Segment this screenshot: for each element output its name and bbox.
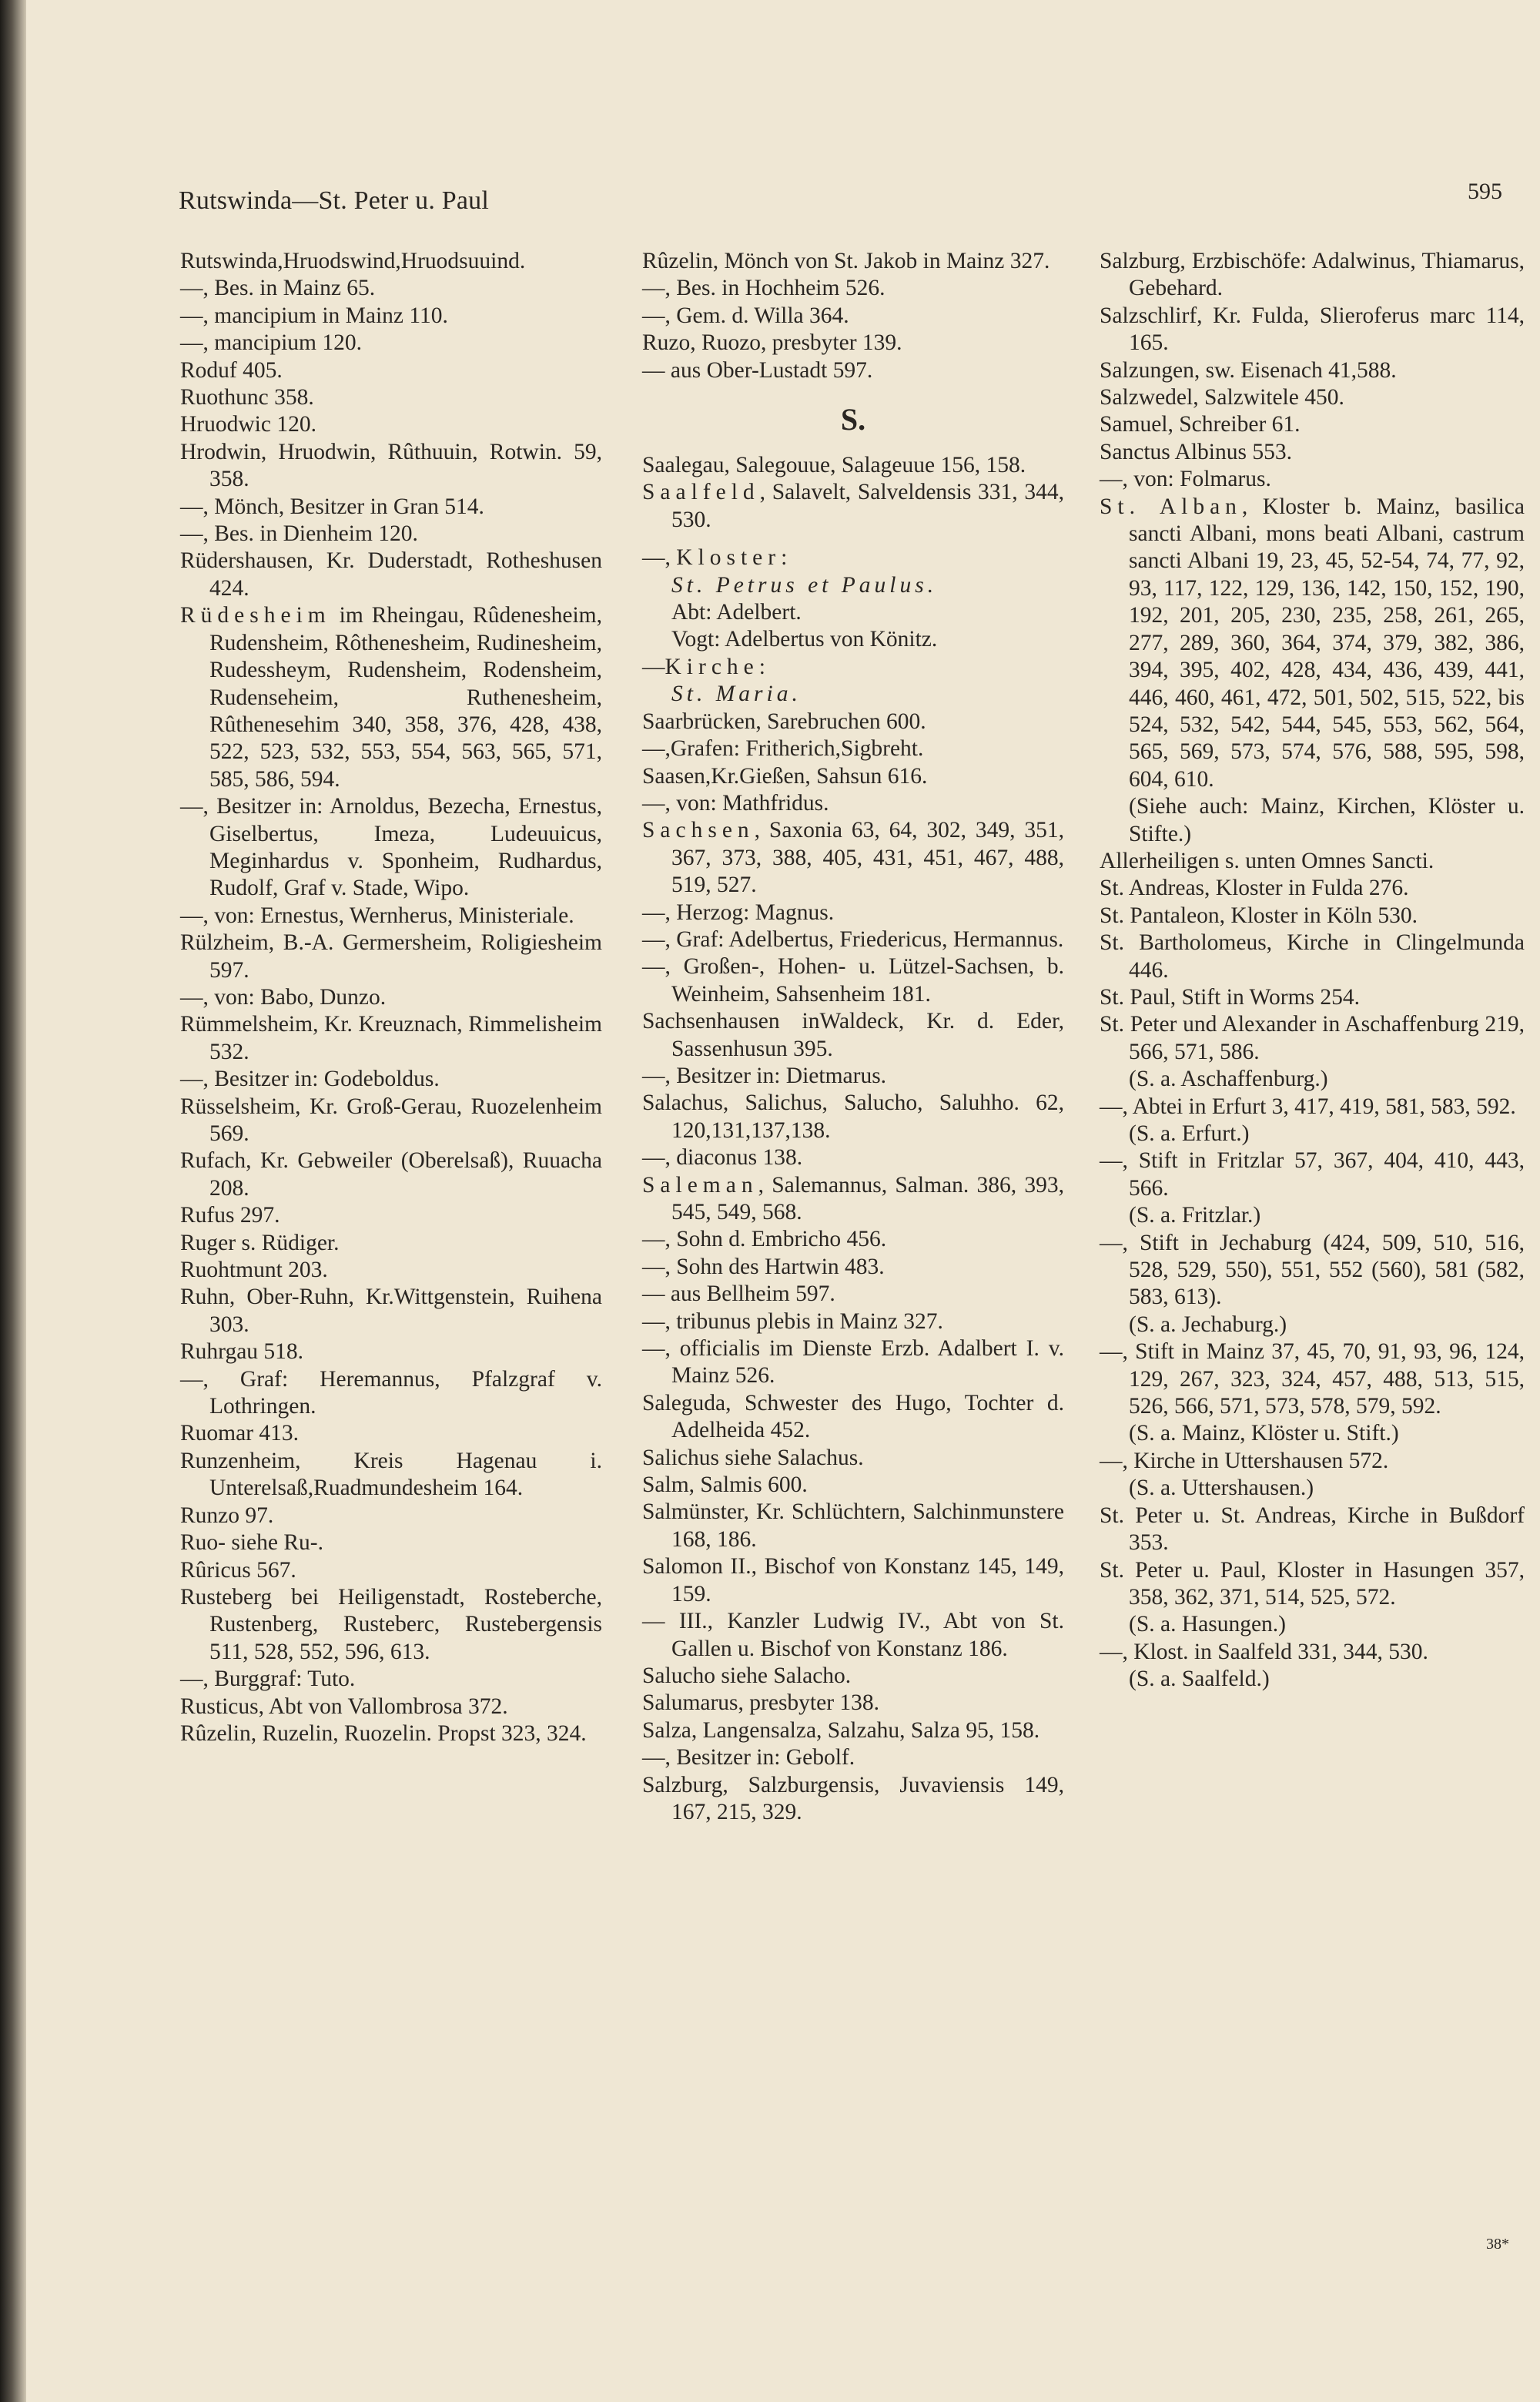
index-entry: Salucho siehe Salacho. [642, 1663, 852, 1688]
index-entry-text: , Kloster b. Mainz, basilica sancti Albani, mons beati Albani, castrum sancti Albani 19, 23, 45, 52-54, 74, 77, 92, 93, 117, 122, 129, 136, 142, 150, 152, 190, 192, 201, 205, 230, 235, 258, 261, 265, 277, 289, 360, 364, 374, 379, 382, 386, 394, 395, 402, 428, 434, 436, 439, 441, 446, 460, 461, 472, 501, 502, 515, 522, bis 524, 532, 542, 544, 545, 553, 562, 564, 565, 569, 573, 574, 576, 588, 595, 598, 604, 610. [1129, 494, 1525, 792]
index-entry: St. Peter und Alexander in Aschaffenburg 219, 566, 571, 586. [1100, 1012, 1525, 1064]
index-entry: —, von: Mathfridus. [642, 790, 829, 816]
index-entry: —, Graf: Heremannus, Pfalzgraf v. Lothringen. [180, 1366, 602, 1419]
index-column-2 [642, 248, 1064, 1826]
index-entry-text: , Salavelt, Salveldensis 331, 344, 530. [671, 480, 1064, 532]
index-entry [642, 572, 1064, 599]
index-entry [642, 544, 1064, 571]
page-number: 595 [1468, 179, 1502, 204]
index-entry: — aus Bellheim 597. [642, 1281, 835, 1307]
index-entry: Hruodwic 120. [180, 412, 316, 437]
index-entry: Allerheiligen s. unten Omnes Sancti. [1100, 848, 1435, 873]
index-entry: — III., Kanzler Ludwig IV., Abt von St. Gallen u. Bischof von Konstanz 186. [642, 1609, 1064, 1661]
index-entry: Rûzelin, Mönch von St. Jakob in Mainz 327. [642, 249, 1050, 273]
index-entry: Salza, Langensalza, Salzahu, Salza 95, 158. [642, 1717, 1040, 1743]
index-entry: Hrodwin, Hruodwin, Rûthuuin, Rotwin. 59, 358. [180, 439, 602, 492]
index-entry [1100, 494, 1525, 793]
dash-prefix: —, [642, 545, 677, 571]
index-entry: —, Bes. in Mainz 65. [180, 276, 376, 301]
index-entry: (S. a. Jechaburg.) [1129, 1312, 1287, 1337]
index-entry: —, Stift in Jechaburg (424, 509, 510, 516, 528, 529, 550), 551, 552 (560), 581 (582, 583, 613). [1100, 1230, 1525, 1310]
index-entry: —, mancipium 120. [180, 330, 362, 356]
index-entry: Ruzo, Ruozo, presbyter 139. [642, 330, 902, 356]
index-entry: —, mancipium in Mainz 110. [180, 303, 448, 328]
index-entry: —, Graf: Adelbertus, Friedericus, Hermannus. [642, 926, 1064, 952]
index-entry: —, Abtei in Erfurt 3, 417, 419, 581, 583, 592. [1100, 1094, 1516, 1119]
index-entry: St. Bartholomeus, Kirche in Clingelmunda 446. [1100, 930, 1525, 983]
index-entry: Rülzheim, B.-A. Germersheim, Roligiesheim 597. [180, 930, 602, 983]
index-entry: —,Grafen: Fritherich,Sigbreht. [642, 736, 924, 762]
index-entry: —, von: Ernestus, Wernherus, Ministeriale. [180, 903, 574, 928]
index-entry: —, Kirche in Uttershausen 572. [1100, 1448, 1389, 1473]
index-entry: Rufach, Kr. Gebweiler (Oberelsaß), Ruuacha 208. [180, 1148, 602, 1201]
index-entry [642, 479, 1064, 534]
index-entry: (S. a. Fritzlar.) [1129, 1203, 1261, 1228]
index-entry: Ruomar 413. [180, 1421, 300, 1446]
page-spine-shadow [0, 0, 26, 2402]
index-entry: Salzschlirf, Kr. Fulda, Slieroferus marc 114, 165. [1100, 303, 1525, 356]
index-entry-text: , Salemannus, Salman. 386, 393, 545, 549, 568. [671, 1172, 1064, 1224]
index-entry: St. Paul, Stift in Worms 254. [1100, 984, 1361, 1010]
index-entry: Sanctus Albinus 553. [1100, 439, 1292, 464]
spaced-headword: Sachsen [642, 818, 755, 843]
index-entry: Salumarus, presbyter 138. [642, 1690, 880, 1716]
index-entry: Salm, Salmis 600. [642, 1472, 808, 1498]
index-entry [642, 1172, 1064, 1227]
index-entry [642, 817, 1064, 899]
running-head: Rutswinda—St. Peter u. Paul [179, 186, 490, 215]
index-entry: —, Besitzer in: Godeboldus. [180, 1067, 440, 1092]
index-entry: Rûricus 567. [180, 1557, 296, 1583]
index-entry: —, Sohn des Hartwin 483. [642, 1254, 885, 1279]
index-entry: Ruger s. Rüdiger. [180, 1230, 340, 1255]
index-entry: Rûzelin, Ruzelin, Ruozelin. Propst 323, 324. [180, 1720, 587, 1746]
index-entry: Vogt: Adelbertus von Könitz. [671, 627, 938, 652]
index-entry: —, Bes. in Dienheim 120. [180, 521, 418, 547]
spaced-subheading: Kloster: [676, 545, 793, 571]
index-column-1 [180, 248, 602, 1747]
index-entry: Salzburg, Erzbischöfe: Adalwinus, Thiamarus, Gebehard. [1100, 249, 1525, 301]
index-entry [180, 602, 602, 793]
index-entry: —, diaconus 138. [642, 1145, 803, 1171]
index-entry: —, tribunus plebis in Mainz 327. [642, 1308, 943, 1334]
spaced-headword: Saalfeld [642, 480, 760, 505]
index-entry-text: im Rheingau, Rûdenesheim, Rudensheim, Rôthenesheim, Rudinesheim, Rudessheym, Rudensheim, Rodensheim, Rudenseheim, Ruthenesheim, Rûthenesehim 340, 358, 376, 428, 438, 522, 523, 532, 553, 554, 563, 565, 571, 585, 586, 594. [209, 603, 602, 792]
index-entry: Salomon II., Bischof von Konstanz 145, 149, 159. [642, 1554, 1064, 1606]
index-entry: (S. a. Saalfeld.) [1129, 1667, 1270, 1692]
dash-prefix: — [642, 654, 665, 679]
italic-dedication: St. Petrus et Paulus. [671, 572, 938, 598]
index-entry-text: , Saxonia 63, 64, 302, 349, 351, 367, 373, 388, 405, 431, 451, 467, 488, 519, 527. [671, 818, 1064, 898]
index-entry: —, Herzog: Magnus. [642, 899, 835, 925]
index-entry: Rufus 297. [180, 1203, 280, 1228]
index-entry: —, von: Folmarus. [1100, 467, 1271, 492]
index-entry: (S. a. Mainz, Klöster u. Stift.) [1129, 1421, 1399, 1446]
spaced-headword: Rüdesheim [180, 603, 331, 628]
index-entry: —, Stift in Fritzlar 57, 367, 404, 410, 443, 566. [1100, 1148, 1525, 1201]
index-entry: (S. a. Hasungen.) [1129, 1612, 1286, 1637]
spacer [642, 534, 1064, 544]
spaced-headword: Saleman [642, 1172, 758, 1198]
index-entry: Ruohtmunt 203. [180, 1258, 328, 1283]
index-entry: Ruo- siehe Ru-. [180, 1530, 323, 1556]
index-entry: —, von: Babo, Dunzo. [180, 984, 387, 1010]
index-entry: —, Mönch, Besitzer in Gran 514. [180, 494, 484, 519]
index-entry: Rusteberg bei Heiligenstadt, Rosteberche, Rustenberg, Rusteberc, Rustebergensis 511, 528, 552, 596, 613. [180, 1584, 602, 1664]
index-entry: Runzo 97. [180, 1503, 274, 1528]
section-letter-heading: S. [840, 402, 866, 437]
index-entry: (S. a. Erfurt.) [1129, 1121, 1250, 1146]
index-entry: Salachus, Salichus, Salucho, Saluhho. 62, 120,131,137,138. [642, 1090, 1064, 1143]
index-entry: Ruhn, Ober-Ruhn, Kr.Wittgenstein, Ruihena 303. [180, 1285, 602, 1337]
index-entry: Rüdershausen, Kr. Duderstadt, Rotheshusen 424. [180, 548, 602, 601]
index-entry [642, 681, 1064, 708]
index-entry: Salmünster, Kr. Schlüchtern, Salchinmunstere 168, 186. [642, 1499, 1064, 1552]
signature-mark: 38* [1486, 2236, 1509, 2253]
index-entry: —, Besitzer in: Dietmarus. [642, 1063, 887, 1088]
index-entry: Ruothunc 358. [180, 385, 314, 410]
index-entry: Saarbrücken, Sarebruchen 600. [642, 709, 926, 734]
index-entry: St. Peter u. Paul, Kloster in Hasungen 357, 358, 362, 371, 514, 525, 572. [1100, 1557, 1525, 1610]
index-entry: St. Peter u. St. Andreas, Kirche in Bußdorf 353. [1100, 1503, 1525, 1556]
index-entry: —, Burggraf: Tuto. [180, 1667, 356, 1692]
index-entry: (Siehe auch: Mainz, Kirchen, Klöster u. Stifte.) [1129, 794, 1525, 846]
index-entry: Salichus siehe Salachus. [642, 1445, 864, 1470]
index-entry: Roduf 405. [180, 357, 283, 383]
index-entry [642, 654, 1064, 681]
index-entry: Samuel, Schreiber 61. [1100, 412, 1301, 437]
index-entry: Abt: Adelbert. [671, 600, 802, 625]
index-entry: —, Sohn d. Embricho 456. [642, 1227, 887, 1252]
index-entry: —, Klost. in Saalfeld 331, 344, 530. [1100, 1639, 1428, 1664]
index-entry: Salzungen, sw. Eisenach 41,588. [1100, 357, 1397, 383]
index-entry: — aus Ober-Lustadt 597. [642, 357, 873, 383]
index-entry: Rusticus, Abt von Vallombrosa 372. [180, 1693, 508, 1719]
index-entry: Rümmelsheim, Kr. Kreuznach, Rimmelisheim 532. [180, 1012, 602, 1064]
index-entry: Runzenheim, Kreis Hagenau i. Unterelsaß,Ruadmundesheim 164. [180, 1448, 602, 1501]
index-entry: —, Besitzer in: Arnoldus, Bezecha, Ernestus, Giselbertus, Imeza, Ludeuuicus, Meginhardus v. Sponheim, Rudhardus, Rudolf, Graf v. Stade, Wipo. [180, 794, 602, 901]
index-entry: St. Pantaleon, Kloster in Köln 530. [1100, 903, 1418, 928]
index-entry: Saalegau, Salegouue, Salageuue 156, 158. [642, 453, 1026, 478]
index-entry: —, officialis im Dienste Erzb. Adalbert I. v. Mainz 526. [642, 1336, 1064, 1389]
index-entry: (S. a. Uttershausen.) [1129, 1476, 1314, 1501]
index-entry: Saasen,Kr.Gießen, Sahsun 616. [642, 763, 928, 789]
spaced-subheading: Kirche: [665, 654, 771, 679]
index-entry: —, Großen-, Hohen- u. Lützel-Sachsen, b. Weinheim, Sahsenheim 181. [642, 954, 1064, 1007]
spaced-headword: St. Alban [1100, 494, 1242, 519]
index-entry: Ruhrgau 518. [180, 1339, 304, 1365]
index-entry: (S. a. Aschaffenburg.) [1129, 1067, 1328, 1092]
index-entry: Salzburg, Salzburgensis, Juvaviensis 149, 167, 215, 329. [642, 1772, 1064, 1824]
index-entry: —, Bes. in Hochheim 526. [642, 276, 886, 301]
index-entry: Salzwedel, Salzwitele 450. [1100, 385, 1344, 410]
index-column-3 [1100, 248, 1525, 1693]
index-entry: Saleguda, Schwester des Hugo, Tochter d. Adelheida 452. [642, 1390, 1064, 1443]
index-entry: Sachsenhausen inWaldeck, Kr. d. Eder, Sassenhusun 395. [642, 1009, 1064, 1061]
index-entry: —, Gem. d. Willa 364. [642, 303, 849, 328]
italic-dedication: St. Maria. [671, 682, 802, 707]
index-entry: St. Andreas, Kloster in Fulda 276. [1100, 876, 1409, 901]
index-entry: Rüsselsheim, Kr. Groß-Gerau, Ruozelenheim 569. [180, 1094, 602, 1146]
index-entry: Rutswinda,Hruodswind,Hruodsuuind. [180, 249, 526, 273]
index-entry: —, Stift in Mainz 37, 45, 70, 91, 93, 96, 124, 129, 267, 323, 324, 457, 488, 513, 515, 526, 566, 571, 573, 578, 579, 592. [1100, 1339, 1525, 1419]
index-entry: —, Besitzer in: Gebolf. [642, 1745, 855, 1771]
